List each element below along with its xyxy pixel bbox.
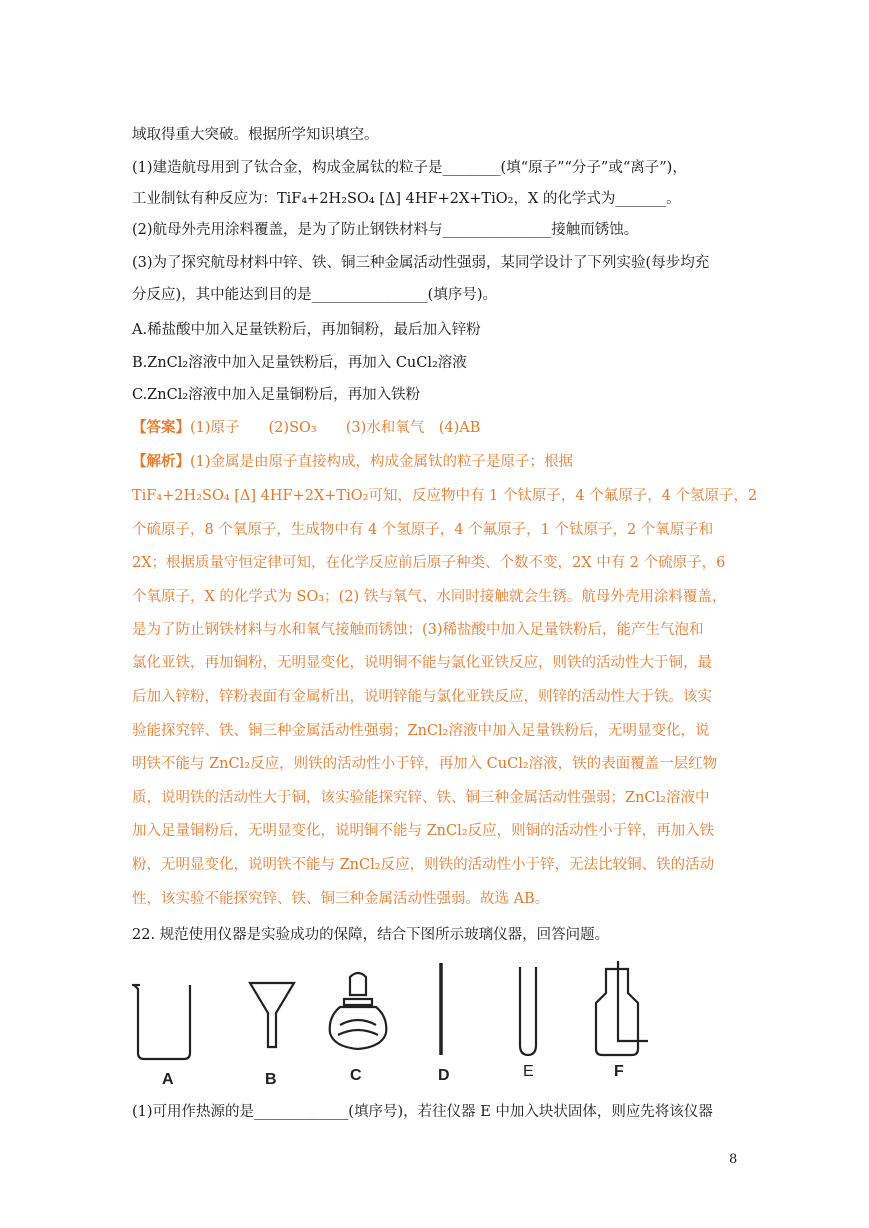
figure-label-f: F [614, 1063, 624, 1080]
gas-bottle-icon [596, 961, 648, 1055]
answer-text: (1)原子 (2)SO₃ (3)水和氧气 (4)AB [190, 420, 481, 436]
question-2: (2)航母外壳用涂料覆盖，是为了防止钢铁材料与_______________接触而锈蚀。 [132, 222, 639, 238]
funnel-icon [250, 983, 294, 1047]
analysis-line: 验能探究锌、铁、铜三种金属活动性强弱；ZnCl₂溶液中加入足量铁粉后，无明显变化，说 [132, 723, 710, 739]
analysis-line: 明铁不能与 ZnCl₂反应，则铁的活动性小于锌，再加入 CuCl₂溶液，铁的表面覆盖一层红物 [132, 756, 718, 772]
question-3: (3)为了探究航母材料中锌、铁、铜三种金属活动性强弱，某同学设计了下列实验(每步均充 [132, 255, 710, 271]
question-1: (1)建造航母用到了钛合金，构成金属钛的粒子是________(填“原子”“分子”或“离子”)， [132, 160, 687, 176]
analysis-line: 后加入锌粉，锌粉表面有金属析出，说明锌能与氯化亚铁反应，则锌的活动性大于铁。该实 [132, 689, 712, 705]
analysis-line: 加入足量铜粉后，无明显变化，说明铜不能与 ZnCl₂反应，则铜的活动性小于锌，再加入铁 [132, 823, 715, 839]
analysis-label: 【解析】 [132, 453, 190, 470]
analysis-line: 个硫原子，8 个氧原子，生成物中有 4 个氢原子，4 个氟原子，1 个钛原子，2 个氧原子和 [132, 522, 714, 538]
answer-label: 【答案】 [132, 419, 190, 436]
figure-label-a: A [162, 1071, 174, 1088]
reaction-line: 工业制钛有种反应为：TiF₄+2H₂SO₄ [Δ] 4HF+2X+TiO₂，X 的化学式为_______。 [132, 191, 681, 207]
analysis-first-line [132, 452, 573, 472]
question-3-cont: 分反应)，其中能达到目的是________________(填序号)。 [132, 287, 497, 303]
analysis-line: 是为了防止钢铁材料与水和氧气接触而锈蚀；(3)稀盐酸中加入足量铁粉后，能产生气泡和 [132, 622, 704, 638]
option-c: C.ZnCl₂溶液中加入足量铜粉后，再加入铁粉 [132, 387, 421, 403]
option-a: A.稀盐酸中加入足量铁粉后，再加铜粉，最后加入锌粉 [132, 322, 481, 338]
page-number: 8 [729, 1152, 738, 1167]
text-line: 域取得重大突破。根据所学知识填空。 [132, 127, 379, 143]
test-tube-icon [520, 967, 536, 1055]
glassware-figure [128, 955, 748, 1095]
figure-label-c: C [350, 1067, 362, 1084]
answer-line [132, 418, 480, 438]
analysis-line: 2X；根据质量守恒定律可知，在化学反应前后原子种类、个数不变，2X 中有 2 个硫原子，6 [132, 555, 726, 571]
analysis-line: TiF₄+2H₂SO₄ [Δ] 4HF+2X+TiO₂可知，反应物中有 1 个钛原子，4 个氟原子，4 个氢原子，2 [132, 488, 758, 504]
alcohol-lamp-icon [330, 973, 387, 1049]
analysis-first: (1)金属是由原子直接构成，构成金属钛的粒子是原子；根据 [190, 454, 574, 470]
option-b: B.ZnCl₂溶液中加入足量铁粉后，再加入 CuCl₂溶液 [132, 355, 467, 371]
analysis-line: 性，该实验不能探究锌、铁、铜三种金属活动性强弱。故选 AB。 [132, 891, 550, 907]
question-22: 22. 规范使用仪器是实验成功的保障，结合下图所示玻璃仪器，回答问题。 [132, 927, 610, 943]
analysis-line: 个氧原子，X 的化学式为 SO₃；(2) 铁与氧气、水同时接触就会生锈。航母外壳用涂料覆盖， [132, 589, 727, 605]
question-22-sub-1: (1)可用作热源的是_____________(填序号)，若往仪器 E 中加入块状固体，则应先将该仪器 [132, 1104, 713, 1120]
beaker-icon [132, 985, 190, 1059]
figure-label-d: D [438, 1067, 450, 1084]
figure-label-b: B [265, 1071, 277, 1088]
figure-label-e: E [523, 1063, 534, 1080]
analysis-line: 质，说明铁的活动性大于铜，该实验能探究锌、铁、铜三种金属活动性强弱；ZnCl₂溶液中 [132, 790, 710, 806]
analysis-line: 氯化亚铁，再加铜粉，无明显变化，说明铜不能与氯化亚铁反应，则铁的活动性大于铜，最 [132, 655, 712, 671]
analysis-line: 粉，无明显变化，说明铁不能与 ZnCl₂反应，则铁的活动性小于锌，无法比较铜、铁的活动 [132, 857, 715, 873]
